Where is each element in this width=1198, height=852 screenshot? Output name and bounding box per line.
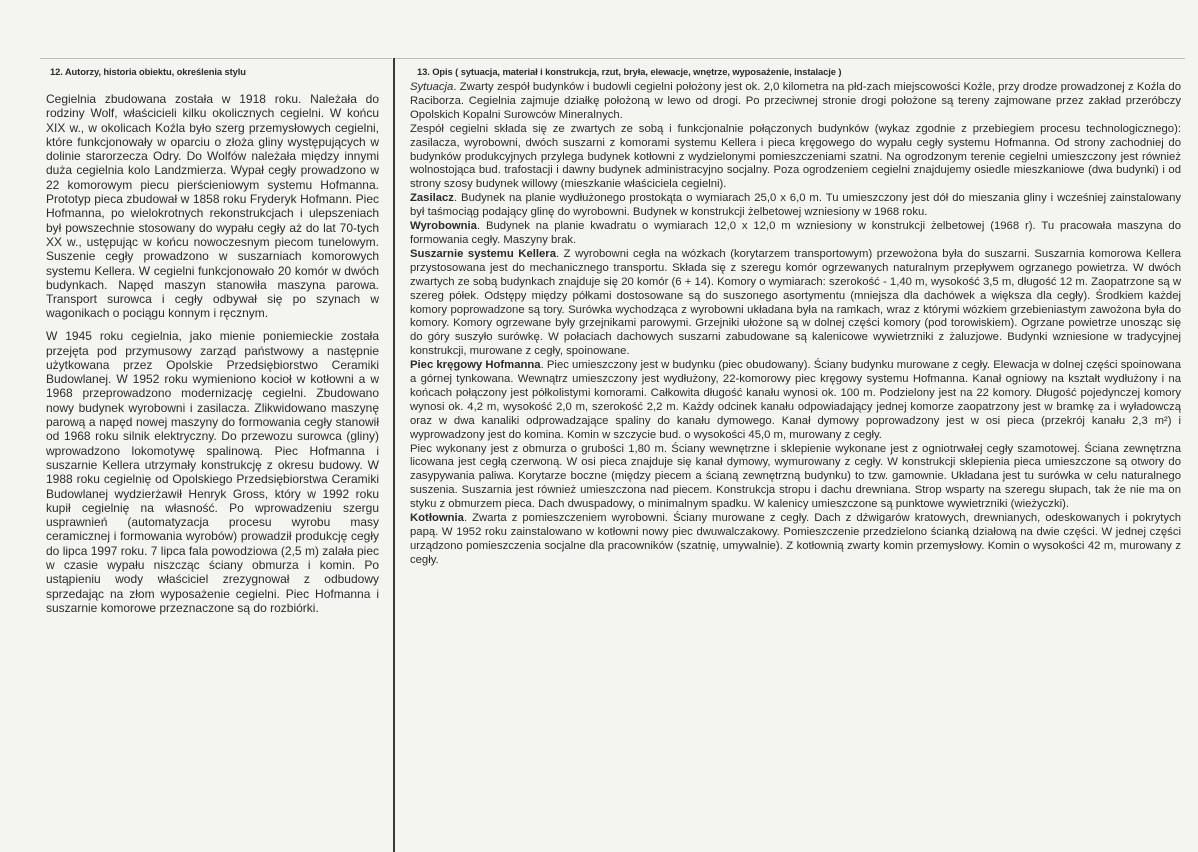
description-paragraph-piec — [410, 359, 1181, 442]
paragraph-body: Piec wykonany jest z obmurza o grubości 1,80 m. Ściany wewnętrzne i sklepienie wykonane jest z ogniotrwałej cegły szamotowej. Ściana zewnętrzna licowana jest cegłą czerwoną. W osi pieca znajduje się kanał dymowy, wymurowany z cegły. W konstrukcji sklepienia pieca umieszczone są otwory do zasypywania paliwa. Korytarze boczne (między piecem a ścianą zewnętrzną budynku) to tzw. gamownie. Układana jest tu surówka w celu naturalnego suszenia. Suszarnia jest również umieszczona nad piecem. Konstrukcja stropu i dachu drewniana. Strop wsparty na szeregu słupach, tak że nie ma on styku z obmurzem pieca. Dach dwuspadowy, o minimalnym spadku. W kalenicy umieszczone są punktowe wywietrzniki (wieżyczki). — [410, 442, 1181, 511]
history-column — [40, 66, 385, 846]
paragraph-lead: Wyrobownia — [410, 220, 477, 233]
description-paragraph-piec-konstrukcja — [410, 443, 1181, 513]
paragraph-body: . Budynek na planie kwadratu o wymiarach 12,0 x 12,0 m wzniesiony w konstrukcji żelbetowej (1968 r). Tu pracowała maszyna do formowania cegły. Maszyny brak. — [410, 220, 1181, 246]
paragraph-lead: Sytuacja — [410, 81, 454, 93]
top-rule-right — [395, 58, 1185, 59]
description-paragraph-zespol — [410, 123, 1181, 193]
paragraph-body: . Z wyrobowni cegła na wózkach (korytarzem transportowym) przewożona była do suszarni. Suszarnia komorowa Kellera przystosowana jest do mechanicznego transportu. Składa się z szeregu komór ogrzewanych naturalnym przepływem ogrzanego powietrza. W dwóch zwartych ze sobą budynkach znajduje się 20 komór (6 + 14). Komory o wymiarach: szerokość - 1,40 m, wysokość 3,5 m, długość 12 m. Zaopatrzone są w szereg półek. Odstępy między półkami dostosowane są do suszonego asortymentu (mniejsza dla dachówek a większa dla cegły). Środkiem każdej komory poprowadzone są tory. Surówka wychodząca z wyrobowni układana była na ramkach, wraz z którymi wózkiem grzebieniastym zawożona była do komory. Komory ogrzewane były grzejnikami parowymi. Grzejniki ułożone są w dolnej części komory (pod torowiskiem). Ogrzane powietrze unosząc się do góry suszyło surówkę. W połaciach dachowych suszarni zabudowane są kalenicowe wywietrzniki z żaluzjowe. Budynki wzniesione w tradycyjnej konstrukcji, murowane z cegły, spoinowane. — [410, 247, 1181, 358]
description-paragraph-wyrobownia — [410, 220, 1181, 248]
top-rule-left — [40, 58, 392, 59]
history-paragraph: W 1945 roku cegielnia, jako mienie poniemieckie została przejęta pod przymusowy zarząd państwowy a następnie użytkowana przez Opolskie Przedsiębiorstwo Ceramiki Budowlanej. W 1952 roku wymieniono kocioł w kotłowni a w 1968 przeprowadzono modernizację cegielni. Zbudowano nowy budynek wyrobowni i zasilacza. Zlikwidowano maszynę parową a napęd nowej maszyny do formowania cegły stanowił od 1968 roku silnik elektryczny. Do przewozu surowca (gliny) wprowadzono lokomotywę spalinową. Piec Hofmanna i suszarnie Kellera utrzymały konstrukcję z okresu budowy. W 1988 roku cegielnię od Opolskiego Przedsiębiorstwa Ceramiki Budowlanej wydzierżawił Henryk Gross, który w 1992 roku kupił cegielnię na własność. Po wprowadzeniu szergu usprawnień (automatyzacja procesu wyrobu masy ceramicznej i formowania wyrobów) prowadził produkcję cegły do lipca 1997 roku. 7 lipca fala powodziowa (2,5 m) zalała piec w czasie wypału niszcząc ściany obmurza i komin. Po ustąpieniu wody właściciel zrezygnował z odbudowy sprzedając na złom wyposażenie cegielni. Piec Hofmanna i suszarnie komorowe przeznaczone są do rozbiórki. — [46, 329, 379, 615]
paragraph-lead: Piec kręgowy Hofmanna — [410, 359, 541, 372]
description-paragraph-zasilacz — [410, 192, 1181, 220]
description-paragraph-sytuacja — [410, 81, 1181, 123]
paragraph-lead: Kotłownia — [410, 512, 464, 525]
paragraph-body: . Zwarty zespół budynków i budowli cegielni położony jest ok. 2,0 kilometra na płd-zach miejscowości Koźle, przy drodze prowadzonej z Koźla do Raciborza. Cegielnia zajmuje działkę położoną w lewo od drogi. Po przeciwnej stronie drogi położone są tereny zajmowane przez zakład przeróbczy Opolskich Kopalni Surowców Mineralnych. — [410, 81, 1181, 121]
description-column — [407, 66, 1183, 846]
description-paragraph-kotlownia — [410, 512, 1181, 568]
paragraph-body: . Zwarta z pomieszczeniem wyrobowni. Ściany murowane z cegły. Dach z dźwigarów kratowych, drewnianych, odeskowanych i pokrytych papą. W 1952 roku zainstalowano w kotłowni nowy piec dwuwalczakowy. Pomieszczenie przedzielono ścianką działową na dwie części. W jednej części urządzono pomieszczenia socjalne dla pracowników (szatnię, umywalnie). Z kotłownią zwarty komin przemysłowy. Komin o wysokości 42 m, murowany z cegły. — [410, 512, 1181, 566]
history-section-title: 12. Autorzy, historia obiektu, określenia stylu — [50, 66, 246, 77]
column-divider — [393, 58, 395, 852]
history-paragraph: Cegielnia zbudowana została w 1918 roku. Należała do rodziny Wolf, właścicieli kilku okolicznych cegielni. W końcu XIX w., w okolicach Koźla było szerg przemysłowych cegielni, które funkcjonowały w oparciu o złoża gliny występujących w dolinie starorzecza Odry. Do Wolfów należała między innymi duża cegielnia kolo Landzmierza. Wypał cegły prowadzono w 22 komorowym piecu pierścieniowym systemu Hofmanna. Prototyp pieca zbudował w 1858 roku Fryderyk Hofmann. Piec Hofmanna, po wielokrotnych rekonstrukcjach i ulepszeniach był powszechnie stosowany do wypału cegły aż do lat 70-tych XX w., ustępując w końcu nowoczesnym piecom tunelowym. Suszenie cegły prowadzono w suszarniach komorowych systemu Kellera. W cegielni funkcjonowało 20 komór w dwóch budynkach. Napęd maszyn stanowiła maszyna parowa. Transport surowca i cegły odbywał się po szynach w wagonikach o pociągu konnym i ręcznym. — [46, 92, 379, 321]
paragraph-body: . Piec umieszczony jest w budynku (piec obudowany). Ściany budynku murowane z cegły. Elewacja w dolnej części spoinowana a górnej tynkowana. Wewnątrz umieszczony jest wydłużony, 22-komorowy piec kręgowy systemu Hofmanna. Kanał ogniowy na kształt wydłużony i na końcach połączony jest półkolistymi komorami. Całkowita długość kanału wynosi ok. 100 m. Podzielony jest na 22 komory. Długość pojedynczej komory wynosi ok. 4,2 m, wysokość 2,0 m, szerokość 2,2 m. Każdy odcinek kanału odpowiadający jednej komorze zaopatrzony jest w bramkę za i wyładowczą oraz w dwa kanaliki odprowadzające spaliny do kanału dymowego. Kanał dymowy poprowadzony jest w osi pieca (przekrój kanału 2,3 m²) i wyprowadzony jest do komina. Komin w szczycie bud. o wysokości 45,0 m, murowany z cegły. — [410, 359, 1181, 441]
paragraph-body: . Budynek na planie wydłużonego prostokąta o wymiarach 25,0 x 6,0 m. Tu umieszczony jest dół do mieszania gliny i wcześniej zainstalowany był taśmociąg podający glinę do wyrobowni. Budynek w konstrukcji żelbetowej wzniesiony w 1968 roku. — [410, 192, 1181, 219]
description-section-title: 13. Opis ( sytuacja, materiał i konstrukcja, rzut, bryła, elewacje, wnętrze, wyposażenie, instalacje ) — [417, 66, 842, 77]
description-paragraph-suszarnie — [410, 248, 1181, 359]
paragraph-lead: Suszarnie systemu Kellera — [410, 247, 556, 260]
history-text — [46, 92, 379, 615]
paragraph-body: Zespół cegielni składa się ze zwartych ze sobą i funkcjonalnie połączonych budynków (wykaz zgodnie z przebiegiem procesu technologicznego): zasilacza, wyrobowni, dwóch suszarni z komorami systemu Kellera i pieca kręgowego do wypału cegły systemu Hofmanna. Od strony zachodniej do budynków produkcyjnych przylega budynek kotłowni z wydzielonymi pomieszczeniami szatni. Na ogrodzonym terenie cegielni umieszczony jest również wolnostojąca bud. trafostacji i dawny budynek administracyjno socjalny. Poza ogrodzeniem cegielni znajdujemy osiedle mieszkaniowe (dwa budynki) i od strony szosy budynek willowy (mieszkanie właściciela cegielni). — [410, 122, 1181, 191]
description-text — [410, 81, 1181, 568]
paragraph-lead: Zasilacz — [410, 192, 454, 205]
